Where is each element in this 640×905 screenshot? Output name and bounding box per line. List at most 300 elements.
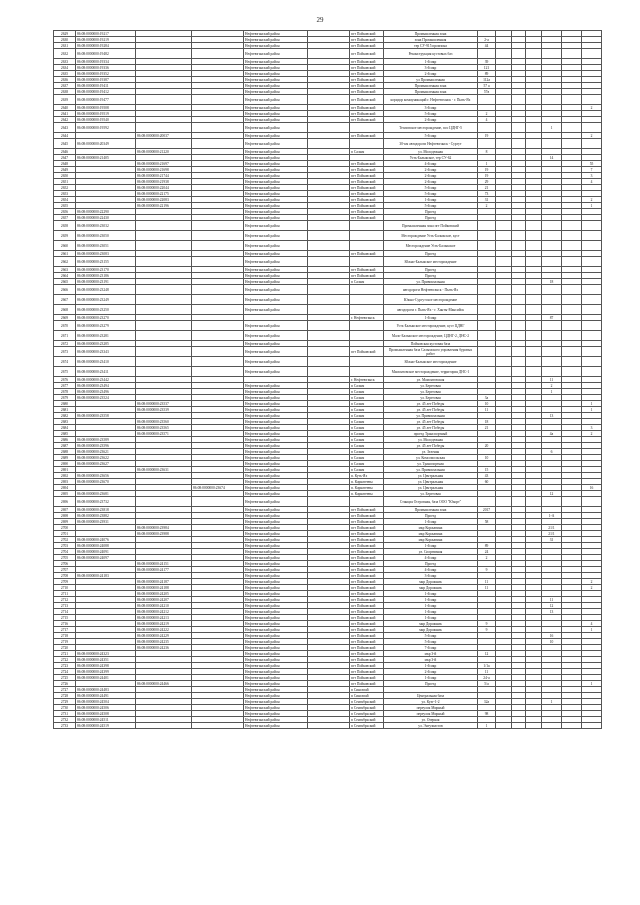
building-number-cell: 57в [478,89,496,95]
cadastral-number-cell: 86:08:0000000:23191 [76,279,136,285]
cadastral-number-cell: 86:08:0000000:24519 [76,723,136,729]
street-cell: 30-км автодороги Нефтеюганск - Сургут [384,139,478,149]
building-number-cell: 11 [478,407,496,413]
street-cell: ул. 45 лет Победы [384,401,478,407]
district-cell: Нефтеюганский район [244,681,308,687]
value-cell: 1 [542,389,562,395]
street-cell: мкр Дорожник [384,627,478,633]
row-number-cell: 2703 [54,543,76,549]
table-row [54,347,602,357]
building-number-cell [478,231,496,241]
value-cell [582,257,602,267]
row-number-cell: 2676 [54,377,76,383]
district-cell: Нефтеюганский район [244,161,308,167]
building-number-cell: 19 [478,167,496,173]
empty-cell [496,241,512,251]
locality-cell: пгт Пойковский [350,525,384,531]
cadastral-number-cell: 86:08:0000000:19336 [76,65,136,71]
empty-cell [526,321,542,331]
value-cell: 13 [542,413,562,419]
street-cell: Южно-Балыкское месторождение [384,257,478,267]
value-cell [542,95,562,105]
district-cell: Нефтеюганский район [244,431,308,437]
district-cell: Нефтеюганский район [244,215,308,221]
locality-cell: пгт Пойковский [350,651,384,657]
building-number-cell: 19 [478,173,496,179]
cadastral-number-cell [136,305,192,315]
empty-cell [562,95,582,105]
value-cell: 1 [582,407,602,413]
building-number-cell [478,357,496,367]
empty-cell [526,49,542,59]
locality-cell: пгт Пойковский [350,173,384,179]
row-number-cell: 2645 [54,139,76,149]
locality-cell [350,321,384,331]
district-cell: Нефтеюганский район [244,597,308,603]
row-number-cell: 2648 [54,161,76,167]
empty-cell [562,723,582,729]
locality-cell: пгт Пойковский [350,591,384,597]
row-number-cell: 2723 [54,663,76,669]
building-number-cell: 89 [478,71,496,77]
empty-cell [308,357,350,367]
cadastral-number-cell: 86:08:0000000:24323 [76,651,136,657]
building-number-cell [478,331,496,341]
table-row [54,723,602,729]
district-cell: Нефтеюганский район [244,241,308,251]
empty-cell [526,305,542,315]
row-number-cell: 2654 [54,197,76,203]
empty-cell [562,347,582,357]
cadastral-number-cell [192,139,244,149]
cadastral-number-cell [192,285,244,295]
locality-cell [350,367,384,377]
empty-cell [562,221,582,231]
cadastral-number-cell [136,241,192,251]
value-cell: 1 [542,699,562,705]
row-number-cell: 2677 [54,383,76,389]
cadastral-number-cell: 86:08:0000000:23931 [76,519,136,525]
district-cell: Нефтеюганский район [244,555,308,561]
district-cell: Нефтеюганский район [244,321,308,331]
district-cell: Нефтеюганский район [244,305,308,315]
district-cell: Нефтеюганский район [244,723,308,729]
district-cell: Нефтеюганский район [244,43,308,49]
district-cell: Нефтеюганский район [244,693,308,699]
cadastral-number-cell: 86:08:0000000:23170 [76,267,136,273]
locality-cell: пгт Пойковский [350,567,384,573]
row-number-cell: 2681 [54,407,76,413]
cadastral-number-cell [136,95,192,105]
street-cell: 1-й мкр [384,197,478,203]
locality-cell: пгт Пойковский [350,633,384,639]
district-cell: Нефтеюганский район [244,395,308,401]
value-cell [542,285,562,295]
value-cell: 1 [542,123,562,133]
locality-cell: пгт Пойковский [350,609,384,615]
locality-cell: пгт Пойковский [350,59,384,65]
empty-cell [496,305,512,315]
cadastral-number-cell [192,497,244,507]
row-number-cell: 2679 [54,395,76,401]
row-number-cell: 2649 [54,167,76,173]
district-cell: Нефтеюганский район [244,657,308,663]
row-number-cell: 2708 [54,573,76,579]
street-cell: ул. Центральная [384,479,478,485]
row-number-cell: 2650 [54,173,76,179]
cadastral-number-cell: 86:08:0000000:21697 [136,161,192,167]
empty-cell [526,347,542,357]
building-number-cell [478,497,496,507]
district-cell: Нефтеюганский район [244,497,308,507]
locality-cell: пгт Пойковский [350,573,384,579]
value-cell: 4 [582,179,602,185]
row-number-cell: 2719 [54,639,76,645]
street-cell: ул. Береговая [384,383,478,389]
district-cell: Нефтеюганский район [244,419,308,425]
table-row [54,231,602,241]
cadastral-number-cell: 86:08:0000000:24229 [136,633,192,639]
empty-cell [308,221,350,231]
row-number-cell: 2653 [54,191,76,197]
street-cell: Усть-Балыкское месторождение, куст ЦДНГ [384,321,478,331]
building-number-cell: 44 [478,43,496,49]
building-number-cell: 19 [478,133,496,139]
building-number-cell: 2 [478,111,496,117]
district-cell: Нефтеюганский район [244,123,308,133]
building-number-cell [478,257,496,267]
row-number-cell: 2695 [54,491,76,497]
row-number-cell: 2733 [54,723,76,729]
street-cell: ул. Транспортная [384,461,478,467]
building-number-cell: 31 [478,197,496,203]
empty-cell [526,231,542,241]
value-cell [542,305,562,315]
cadastral-number-cell: 86:08:0000000:23558 [76,413,136,419]
empty-cell [308,305,350,315]
value-cell [582,285,602,295]
value-cell [542,295,562,305]
locality-cell: п Салым [350,461,384,467]
cadastral-number-cell: 86:08:0000000:23083 [76,251,136,257]
row-number-cell: 2672 [54,341,76,347]
row-number-cell: 2671 [54,331,76,341]
locality-cell: п Салым [350,425,384,431]
street-cell: ул. Комсомольская [384,455,478,461]
locality-cell: пгт Пойковский [350,203,384,209]
row-number-cell: 2720 [54,645,76,651]
empty-cell [496,221,512,231]
cadastral-number-cell: 86:08:0000000:19284 [76,43,136,49]
empty-cell [512,231,526,241]
district-cell: Нефтеюганский район [244,95,308,105]
row-number-cell: 2661 [54,251,76,257]
district-cell: Нефтеюганский район [244,645,308,651]
cadastral-number-cell: 86:08:0000000:23537 [136,401,192,407]
empty-cell [526,295,542,305]
row-number-cell: 2666 [54,285,76,295]
building-number-cell: 10 [478,455,496,461]
row-number-cell: 2640 [54,105,76,111]
row-number-cell: 2707 [54,567,76,573]
district-cell: Нефтеюганский район [244,513,308,519]
empty-cell [496,285,512,295]
locality-cell: п Сингапай [350,693,384,699]
row-number-cell: 2631 [54,43,76,49]
street-cell: Месторождение Усть-Балыкское, куст [384,231,478,241]
cadastral-number-cell: 86:08:0000000:23270 [76,315,136,321]
cadastral-number-cell: 86:08:0000000:24088 [76,543,136,549]
cadastral-number-cell: 86:08:0000000:23621 [76,449,136,455]
street-cell: 5-й мкр [384,203,478,209]
cadastral-number-cell: 86:08:0000000:23627 [76,461,136,467]
district-cell: Нефтеюганский район [244,179,308,185]
building-number-cell: 3а [478,395,496,401]
cadastral-number-cell [192,231,244,241]
locality-cell: пгт Пойковский [350,531,384,537]
locality-cell: пгт Пойковский [350,31,384,37]
cadastral-number-cell: 86:08:0000000:23681 [76,491,136,497]
street-cell: Проезд [384,215,478,221]
street-cell: 2-й мкр [384,173,478,179]
page-number: 29 [316,16,324,24]
locality-cell: п Сентябрьский [350,711,384,717]
district-cell: Нефтеюганский район [244,231,308,241]
row-number-cell: 2642 [54,117,76,123]
locality-cell: пгт Пойковский [350,621,384,627]
district-cell: Нефтеюганский район [244,149,308,155]
cadastral-number-cell: 86:08:0000000:21938 [136,179,192,185]
value-cell [542,331,562,341]
street-cell: ул. Береговая [384,491,478,497]
district-cell: Нефтеюганский район [244,383,308,389]
cadastral-number-cell [192,221,244,231]
row-number-cell: 2726 [54,681,76,687]
row-number-cell: 2698 [54,513,76,519]
empty-cell [308,295,350,305]
locality-cell: п Сентябрьский [350,699,384,705]
street-cell: 5-й мкр [384,639,478,645]
empty-cell [496,139,512,149]
row-number-cell: 2731 [54,711,76,717]
empty-cell [512,221,526,231]
table-row [54,241,602,251]
district-cell: Нефтеюганский район [244,549,308,555]
value-cell: 21/1 [542,525,562,531]
value-cell: 11 [542,377,562,383]
value-cell: 2 [582,579,602,585]
cadastral-number-cell [192,95,244,105]
street-cell: 5-й мкр [384,133,478,139]
cadastral-number-cell: 86:08:0000000:24177 [136,567,192,573]
value-cell: 2 [582,105,602,111]
district-cell: Нефтеюганский район [244,705,308,711]
value-cell [542,497,562,507]
empty-cell [562,357,582,367]
building-number-cell: 32а [478,699,496,705]
street-cell: 2-й мкр [384,179,478,185]
cadastral-number-cell: 86:08:0000000:19219 [76,37,136,43]
street-cell: 4-й мкр [384,555,478,561]
street-cell: ул. Зеленая [384,449,478,455]
district-cell: Нефтеюганский район [244,663,308,669]
street-cell: мкр Дорожник [384,585,478,591]
district-cell: Нефтеюганский район [244,621,308,627]
row-number-cell: 2693 [54,479,76,485]
locality-cell: п. Каркатеевы [350,491,384,497]
district-cell: Нефтеюганский район [244,209,308,215]
cadastral-number-cell: 86:08:0000000:22430 [76,215,136,221]
street-cell: Проезд [384,561,478,567]
building-number-cell [478,347,496,357]
street-cell: ул. Береговая [384,389,478,395]
locality-cell: пгт Пойковский [350,191,384,197]
empty-cell [308,231,350,241]
locality-cell: п Салым [350,455,384,461]
district-cell: Нефтеюганский район [244,367,308,377]
building-number-cell: 39 [478,59,496,65]
row-number-cell: 2728 [54,693,76,699]
locality-cell: пгт Пойковский [350,561,384,567]
cadastral-number-cell: 86:08:0000000:24183 [76,573,136,579]
locality-cell: пгт Пойковский [350,197,384,203]
locality-cell: п Салым [350,395,384,401]
cadastral-number-cell: 86:08:0000000:24236 [136,645,192,651]
row-number-cell: 2687 [54,443,76,449]
row-number-cell: 2634 [54,65,76,71]
value-cell: 12 [542,491,562,497]
cadastral-number-cell: 86:08:0000000:23589 [76,437,136,443]
empty-cell [526,367,542,377]
value-cell [582,241,602,251]
cadastral-number-cell: 86:08:0000000:23571 [136,431,192,437]
cadastral-number-cell: 86:08:0000000:23279 [76,321,136,331]
row-number-cell: 2714 [54,609,76,615]
street-cell: 1-й мкр [384,663,478,669]
street-cell: ул. Молодежная [384,437,478,443]
cadastral-number-cell: 86:08:0000000:19508 [76,105,136,111]
street-cell: ул. Энтузиастов [384,723,478,729]
empty-cell [512,497,526,507]
building-number-cell: 10 [478,401,496,407]
district-cell: Нефтеюганский район [244,473,308,479]
cadastral-number-cell [136,497,192,507]
cadastral-number-cell: 86:08:0000000:24188 [136,585,192,591]
cadastral-number-cell: 86:08:0000000:22083 [136,197,192,203]
empty-cell [562,241,582,251]
row-number-cell: 2699 [54,519,76,525]
cadastral-number-cell [192,305,244,315]
row-number-cell: 2696 [54,497,76,507]
row-number-cell: 2638 [54,89,76,95]
building-number-cell: 20 [478,443,496,449]
cadastral-number-cell: 86:08:0000000:23622 [76,455,136,461]
district-cell: Нефтеюганский район [244,133,308,139]
row-number-cell: 2644 [54,133,76,139]
building-number-cell: 11 [478,579,496,585]
locality-cell: п Салым [350,419,384,425]
table-row [54,123,602,133]
district-cell: Нефтеюганский район [244,531,308,537]
cadastral-number-cell: 86:08:0000000:24219 [136,621,192,627]
empty-cell [308,257,350,267]
cadastral-number-cell [192,331,244,341]
district-cell: Нефтеюганский район [244,295,308,305]
value-cell [582,139,602,149]
value-cell [582,723,602,729]
building-number-cell: 8 [478,149,496,155]
row-number-cell: 2730 [54,705,76,711]
row-number-cell: 2688 [54,449,76,455]
building-number-cell: 9 [478,621,496,627]
building-number-cell: 21 [478,425,496,431]
street-cell: автодороги г. Пыть-Ях - г. Ханты-Мансийск [384,305,478,315]
street-cell: Промышленная зона [384,89,478,95]
district-cell: Нефтеюганский район [244,357,308,367]
cadastral-number-cell: 86:08:0000000:21744 [136,173,192,179]
building-number-cell: 2 [478,203,496,209]
street-cell: 7-й мкр [384,645,478,651]
locality-cell: пгт Пойковский [350,657,384,663]
cadastral-number-cell [136,231,192,241]
street-cell: ул. Кузг-1-2 [384,699,478,705]
empty-cell [562,49,582,59]
row-number-cell: 2702 [54,537,76,543]
street-cell: 1-й мкр [384,543,478,549]
street-cell: ул. 45 лет Победы [384,443,478,449]
cadastral-number-cell [136,257,192,267]
row-number-cell: 2665 [54,279,76,285]
cadastral-number-cell: 86:08:0000000:23249 [76,295,136,305]
district-cell: Нефтеюганский район [244,455,308,461]
street-cell: проезд Транспортный [384,431,478,437]
cadastral-number-cell [136,221,192,231]
row-number-cell: 2705 [54,555,76,561]
empty-cell [562,139,582,149]
cadastral-number-cell: 86:08:0000000:23988 [136,531,192,537]
locality-cell: пгт Пойковский [350,537,384,543]
street-cell: Месторождение Усть-Балыкское [384,241,478,251]
cadastral-number-cell: 86:08:0000000:23656 [76,473,136,479]
street-cell: ул. Центральная [384,485,478,491]
locality-cell: пгт Пойковский [350,543,384,549]
cadastral-number-cell: 86:08:0000000:23051 [76,241,136,251]
street-cell: ул. Привокзальная [384,413,478,419]
value-cell: 1-А [542,513,562,519]
table-row [54,331,602,341]
cadastral-number-cell: 86:08:0000000:23524 [76,395,136,401]
row-number-cell: 2715 [54,615,76,621]
street-cell: ул. Береговая [384,395,478,401]
district-cell: Нефтеюганский район [244,167,308,173]
district-cell: Нефтеюганский район [244,603,308,609]
locality-cell: п Салым [350,407,384,413]
locality-cell [350,231,384,241]
locality-cell: п Салым [350,431,384,437]
district-cell: Нефтеюганский район [244,203,308,209]
cadastral-number-cell [192,295,244,305]
building-number-cell: 1 [478,161,496,167]
district-cell: Нефтеюганский район [244,251,308,257]
value-cell: 11 [542,597,562,603]
cadastral-number-cell: 86:08:0000000:22196 [136,203,192,209]
empty-cell [562,285,582,295]
street-cell: мкр 3-й [384,651,478,657]
row-number-cell: 2712 [54,597,76,603]
district-cell: Нефтеюганский район [244,273,308,279]
locality-cell: п Салым [350,413,384,419]
building-number-cell: 89 [478,543,496,549]
